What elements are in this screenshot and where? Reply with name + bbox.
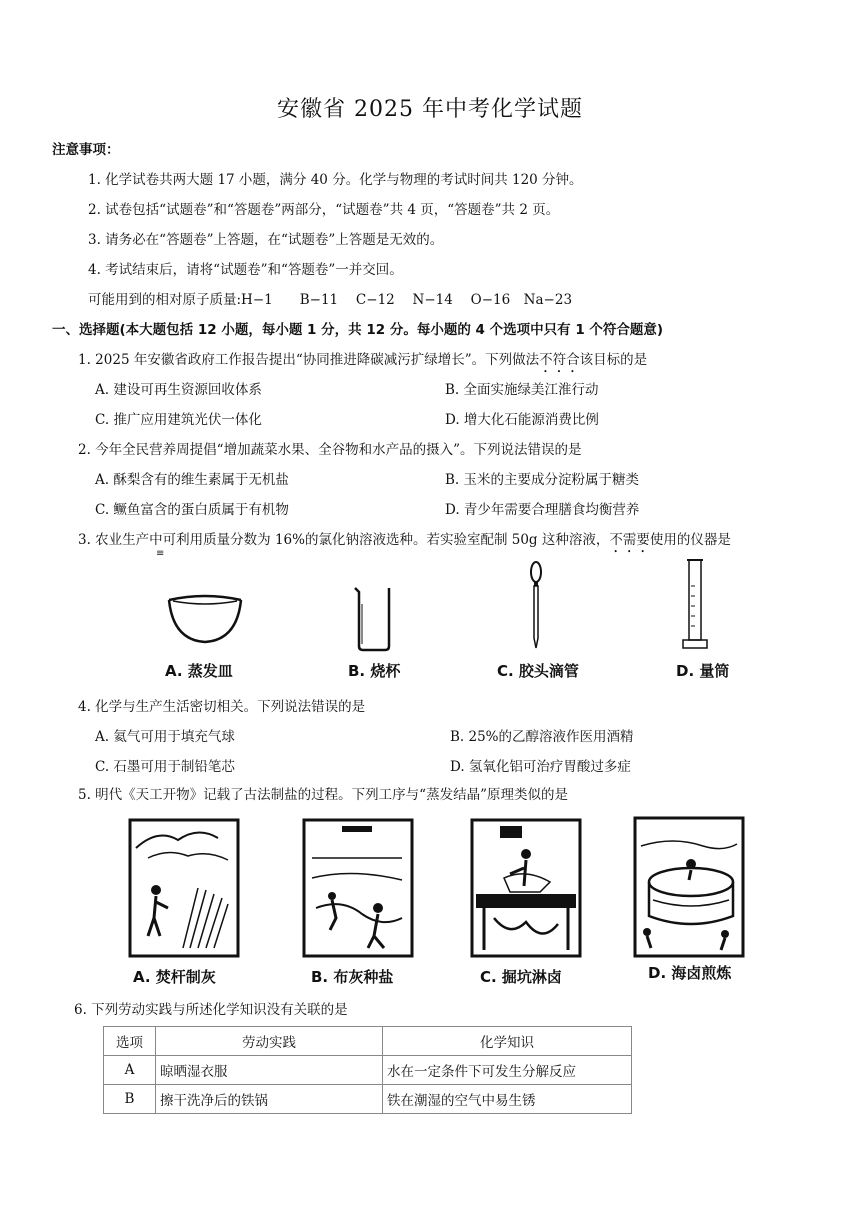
- woodcut-digging-pit-icon: [470, 818, 582, 958]
- table-cell: 水在一定条件下可发生分解反应: [383, 1056, 632, 1085]
- woodcut-label-a: A. 焚杆制灰: [133, 968, 216, 986]
- table-cell: 擦干洗净后的铁锅: [156, 1085, 383, 1114]
- option-a: A. 建设可再生资源回收体系: [95, 382, 262, 398]
- scan-mark: ≡: [156, 548, 165, 559]
- table-cell: B: [104, 1085, 156, 1114]
- graduated-cylinder-icon: [680, 556, 710, 652]
- notice-item: 3. 请务必在“答题卷”上答题，在“试题卷”上答题是无效的。: [88, 232, 444, 248]
- option-a: A. 氦气可用于填充气球: [95, 729, 235, 745]
- page-title: 安徽省 2025 年中考化学试题: [277, 97, 583, 122]
- table-row: [104, 1056, 632, 1085]
- table-row: [104, 1085, 632, 1114]
- table-header-cell: 选项: [104, 1027, 156, 1056]
- dropper-icon: [524, 560, 548, 650]
- table-cell: 铁在潮湿的空气中易生锈: [383, 1085, 632, 1114]
- woodcut-label-d: D. 海卤煎炼: [648, 964, 732, 982]
- apparatus-label-d: D. 量筒: [676, 662, 730, 680]
- option-a: A. 酥梨含有的维生素属于无机盐: [95, 472, 289, 488]
- table-header-row: [104, 1027, 632, 1056]
- option-d: D. 增大化石能源消费比例: [445, 412, 599, 428]
- option-d: D. 氢氧化铝可治疗胃酸过多症: [450, 759, 631, 775]
- woodcut-label-c: C. 掘坑淋卤: [480, 968, 562, 986]
- table-cell: A: [104, 1056, 156, 1085]
- notice-item: 1. 化学试卷共两大题 17 小题，满分 40 分。化学与物理的考试时间共 120 分钟。: [88, 172, 583, 188]
- apparatus-label-b: B. 烧杯: [348, 662, 401, 680]
- practice-knowledge-table: [103, 1026, 632, 1114]
- table-header-cell: 劳动实践: [156, 1027, 383, 1056]
- notice-item: 2. 试卷包括“试题卷”和“答题卷”两部分，“试题卷”共 4 页，“答题卷”共 2 页。: [88, 202, 560, 218]
- woodcut-burning-stalks-icon: [128, 818, 240, 958]
- option-c: C. 推广应用建筑光伏一体化: [95, 412, 262, 428]
- option-b: B. 玉米的主要成分淀粉属于糖类: [445, 472, 640, 488]
- question-4-stem: 4. 化学与生产生活密切相关。下列说法错误的是: [78, 699, 366, 715]
- emphasis-text: 不符合: [539, 352, 580, 368]
- option-c: C. 石墨可用于制铅笔芯: [95, 759, 235, 775]
- table-cell: 晾晒湿衣服: [156, 1056, 383, 1085]
- option-c: C. 鳜鱼富含的蛋白质属于有机物: [95, 502, 289, 518]
- woodcut-spreading-ash-icon: [302, 818, 414, 958]
- question-3-stem: 3. 农业生产中可利用质量分数为 16%的氯化钠溶液选种。若实验室配制 50g 这种溶液，不需要使用的仪器是: [78, 532, 731, 548]
- section-heading: 一、选择题(本大题包括 12 小题，每小题 1 分，共 12 分。每小题的 4 个选项中只有 1 个符合题意): [52, 322, 664, 338]
- question-5-stem: 5. 明代《天工开物》记载了古法制盐的过程。下列工序与“蒸发结晶”原理类似的是: [78, 787, 568, 803]
- table-header-cell: 化学知识: [383, 1027, 632, 1056]
- apparatus-label-a: A. 蒸发皿: [165, 662, 233, 680]
- woodcut-boiling-brine-icon: [633, 816, 745, 958]
- beaker-icon: [352, 584, 396, 652]
- atomic-masses: 可能用到的相对原子质量:H−1 B−11 C−12 N−14 O−16 Na−23: [88, 292, 573, 308]
- option-b: B. 全面实施绿美江淮行动: [445, 382, 599, 398]
- question-6-stem: 6. 下列劳动实践与所述化学知识没有关联的是: [74, 1002, 348, 1018]
- woodcut-label-b: B. 布灰种盐: [311, 968, 394, 986]
- question-1-stem: 1. 2025 年安徽省政府工作报告提出“协同推进降碳减污扩绿增长”。下列做法不符合该目标的是: [78, 352, 648, 368]
- notice-item: 4. 考试结束后，请将“试题卷”和“答题卷”一并交回。: [88, 262, 403, 278]
- option-d: D. 青少年需要合理膳食均衡营养: [445, 502, 640, 518]
- question-2-stem: 2. 今年全民营养周提倡“增加蔬菜水果、全谷物和水产品的摄入”。下列说法错误的是: [78, 442, 582, 458]
- apparatus-label-c: C. 胶头滴管: [497, 662, 579, 680]
- notice-heading: 注意事项：: [52, 142, 120, 158]
- option-b: B. 25%的乙醇溶液作医用酒精: [450, 729, 634, 745]
- evaporating-dish-icon: [165, 592, 245, 647]
- emphasis-text: 不需要: [609, 532, 650, 548]
